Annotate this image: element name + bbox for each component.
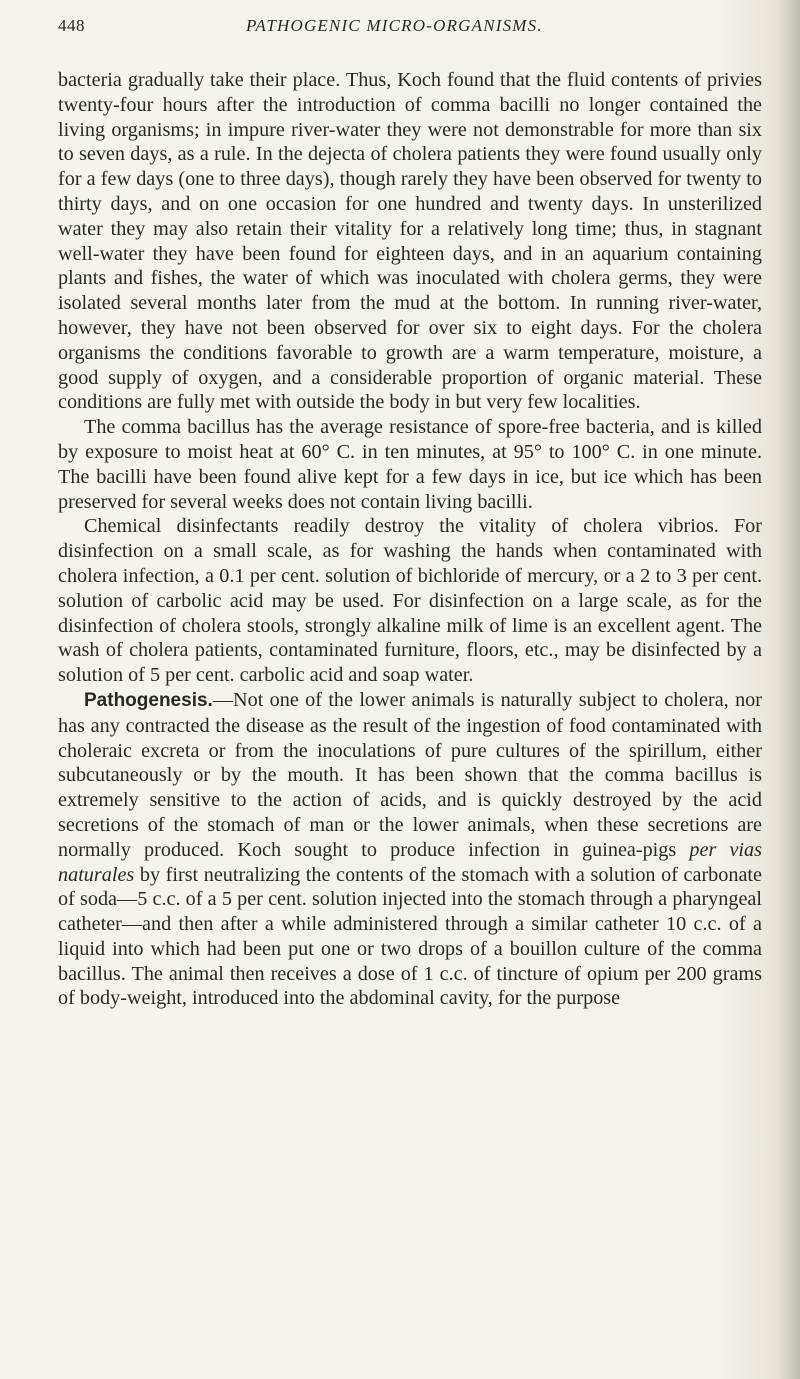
body-text <box>58 68 762 1011</box>
latin-phrase: per vias naturales <box>58 838 762 886</box>
paragraph-disinfectants: Chemical disinfectants readily destroy the vitality of cholera vibrios. For disinfection on a small scale, as for washing the hands when contaminated with cholera infection, a 0.1 per cent. solution of bichloride of mercury, or a 2 to 3 per cent. solution of carbolic acid may be used. For disinfection on a large scale, as for the disinfection of cholera stools, strongly alkaline milk of lime is an excellent agent. The wash of cholera patients, contaminated furniture, floors, etc., may be disinfected by a solution of 5 per cent. carbolic acid and soap water. <box>58 515 762 687</box>
running-head <box>58 10 758 40</box>
page-number: 448 <box>58 16 85 35</box>
pathogenesis-text-part-1: —Not one of the lower animals is naturally subject to cholera, nor has any contracted the disease as the result of the ingestion of food contaminated with choleraic excreta or from the inoculations of pure cultures of the spirillum, either subcutaneously or by the mouth. It has been shown that the comma bacillus is extremely sensitive to the action of acids, and is quickly destroyed by the acid secretions of the stomach of man or the lower animals, when these secretions are normally produced. Koch sought to produce infection in guinea-pigs <box>58 688 762 861</box>
paragraph-resistance: The comma bacillus has the average resistance of spore-free bacteria, and is killed by exposure to moist heat at 60° C. in ten minutes, at 95° to 100° C. in one minute. The bacilli have been found alive kept for a few days in ice, but ice which has been preserved for several weeks does not contain living bacilli. <box>58 416 762 513</box>
running-head-title: PATHOGENIC MICRO-ORGANISMS. <box>246 16 543 35</box>
pathogenesis-text-part-2: by first neutralizing the contents of the stomach with a solution of carbonate of soda—5 c.c. of a 5 per cent. solution injected into the stomach through a pharyngeal catheter—and then after a while administered through a similar catheter 10 c.c. of a liquid into which had been put one or two drops of a bouillon culture of the comma bacillus. The animal then receives a dose of 1 c.c. of tincture of opium per 200 grams of body-weight, introduced into the abdominal cavity, for the purpose <box>58 863 762 1010</box>
paragraph-pathogenesis <box>58 688 762 1011</box>
section-heading-pathogenesis: Pathogenesis. <box>84 689 213 711</box>
paragraph-continued: bacteria gradually take their place. Thus, Koch found that the fluid contents of privies twenty-four hours after the introduction of comma bacilli no longer contained the living organisms; in impure river-water they were not demonstrable for more than six to seven days, as a rule. In the dejecta of cholera patients they were found usually only for a few days (one to three days), though rarely they have been observed for twenty to thirty days, and on one occasion for one hundred and twenty days. In unsterilized water they may also retain their vitality for a relatively long time; thus, in stagnant well-water they have been found for eighteen days, and in an aquarium containing plants and fishes, the water of which was inoculated with cholera germs, they were isolated several months later from the mud at the bottom. In running river-water, however, they have not been observed for over six to eight days. For the cholera organisms the conditions favorable to growth are a warm temperature, moisture, a good supply of oxygen, and a considerable proportion of organic material. These conditions are fully met with outside the body in but very few localities. <box>58 69 762 414</box>
page-edge-shadow <box>778 0 800 1379</box>
